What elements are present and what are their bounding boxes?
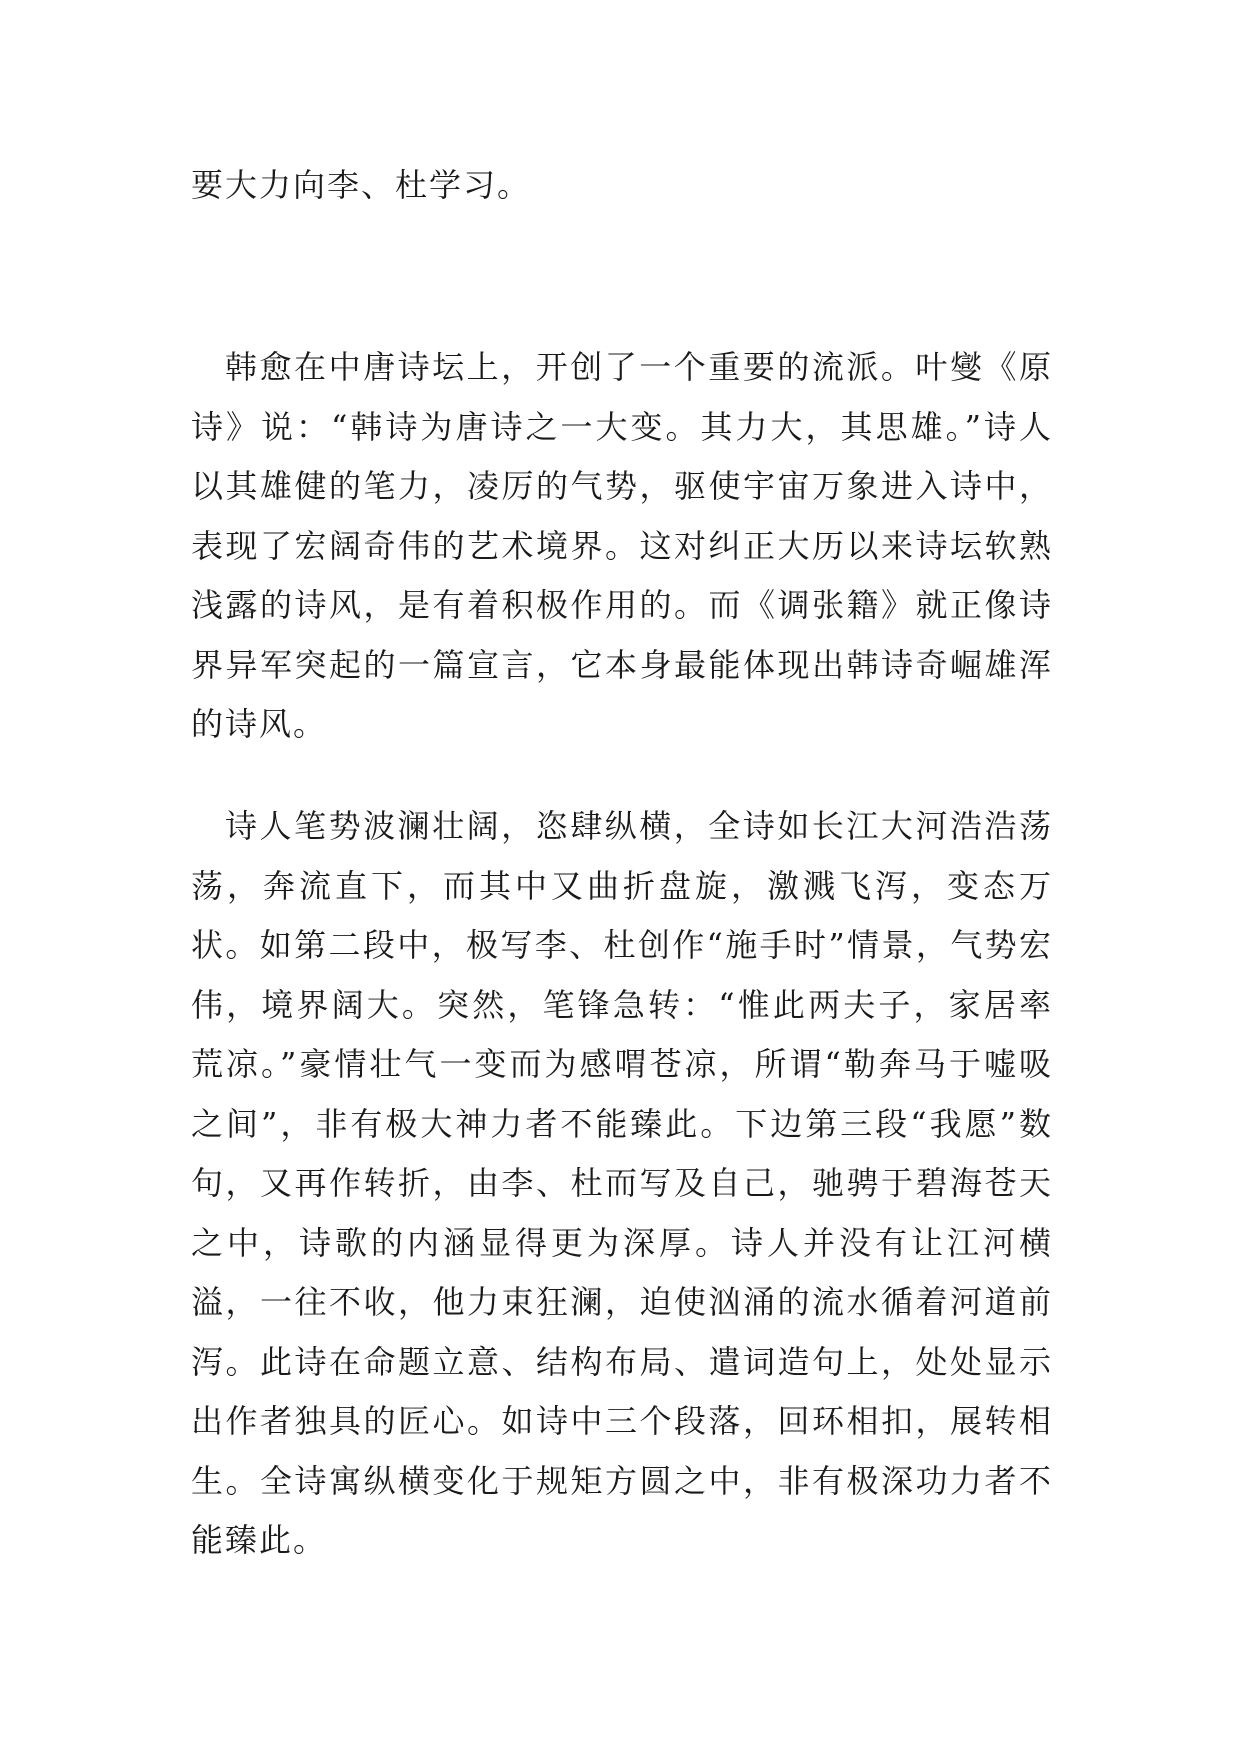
- paragraph-han-yu-school: 韩愈在中唐诗坛上，开创了一个重要的流派。叶燮《原诗》说：“韩诗为唐诗之一大变。其力大，其思雄。”诗人以其雄健的笔力，凌厉的气势，驱使宇宙万象进入诗中，表现了宏阔奇伟的艺术境界。这对纠正大历以来诗坛软熟浅露的诗风，是有着积极作用的。而《调张籍》就正像诗界异军突起的一篇宣言，它本身最能体现出韩诗奇崛雄浑的诗风。: [191, 348, 1053, 743]
- paragraph-continuation: 要大力向李、杜学习。: [191, 166, 532, 204]
- paragraph-poem-analysis: 诗人笔势波澜壮阔，恣肆纵横，全诗如长江大河浩浩荡荡，奔流直下，而其中又曲折盘旋，激溅飞泻，变态万状。如第二段中，极写李、杜创作“施手时”情景，气势宏伟，境界阔大。突然，笔锋急转：“惟此两夫子，家居率荒凉。”豪情壮气一变而为感喟苍凉，所谓“勒奔马于嘘吸之间”，非有极大神力者不能臻此。下边第三段“我愿”数句，又再作转折，由李、杜而写及自己，驰骋于碧海苍天之中，诗歌的内涵显得更为深厚。诗人并没有让江河横溢，一往不收，他力束狂澜，迫使汹涌的流水循着河道前泻。此诗在命题立意、结构布局、遣词造句上，处处显示出作者独具的匠心。如诗中三个段落，回环相扣，展转相生。全诗寓纵横变化于规矩方圆之中，非有极深功力者不能臻此。: [191, 807, 1053, 1559]
